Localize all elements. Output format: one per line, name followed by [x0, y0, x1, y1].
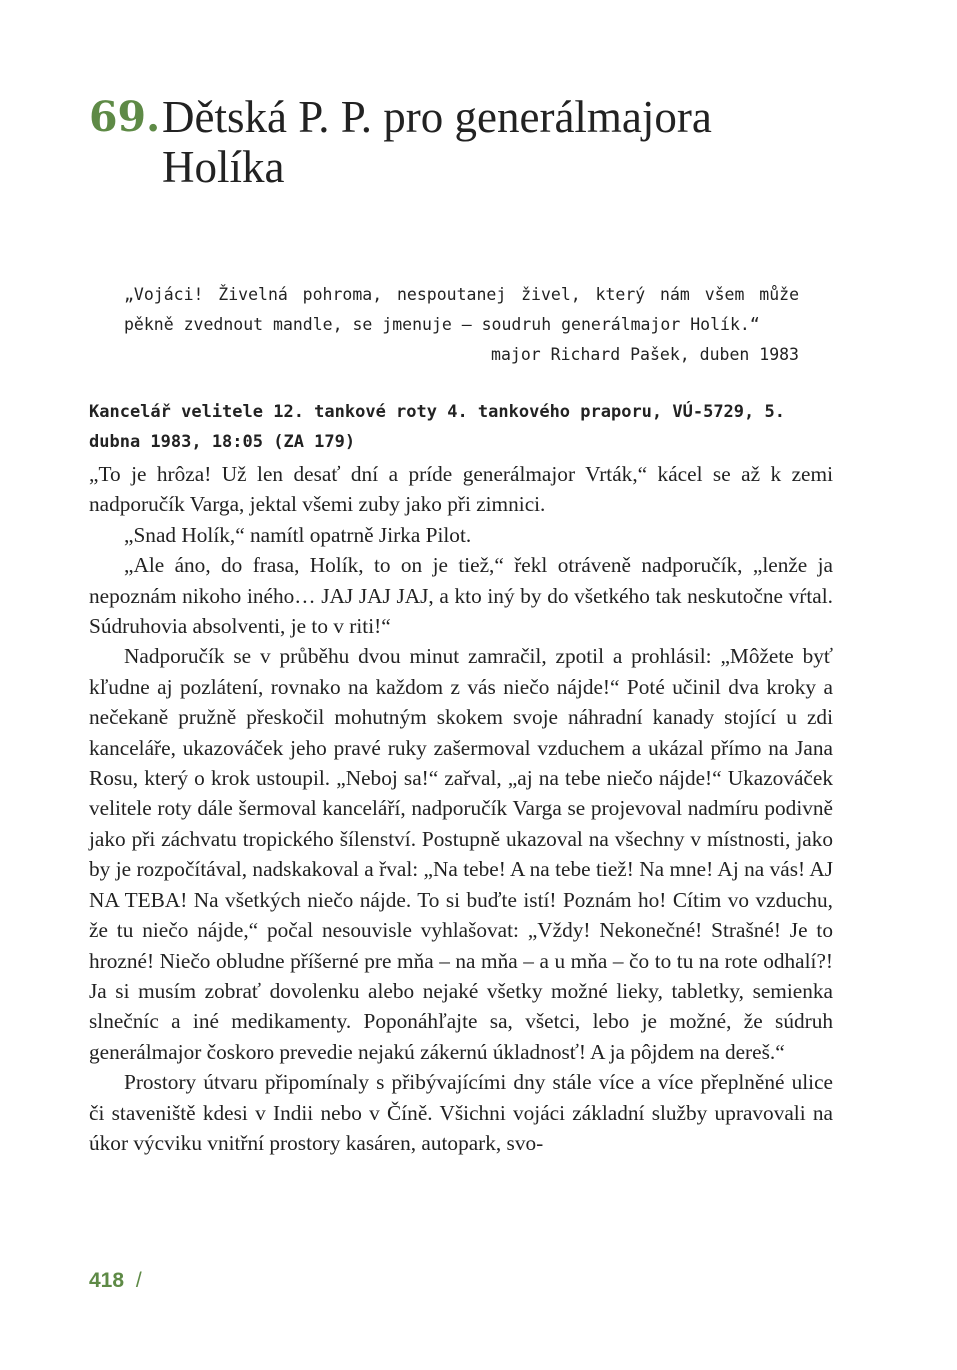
page-number: 418	[89, 1269, 125, 1292]
chapter-number: 69.	[89, 93, 161, 141]
paragraph: Nadporučík se v průběhu dvou minut zamračil, zpotil a prohlásil: „Môžete byť kľudne aj pozlátení, rovnako na každom z vás niečo nájde!“ Poté učinil dva kroky a nečekaně pružně přeskočil mohutným skokem svoje náhradní kanady stojící u zdi kanceláře, ukazováček jeho pravé ruky zašermoval vzduchem a ukázal přímo na Jana Rosu, který o krok ustoupil. „Neboj sa!“ zařval, „aj na tebe niečo nájde!“ Ukazováček velitele roty dále šermoval kanceláří, nadporučík Varga se projevoval nadmíru podivně jako při záchvatu tropického šílenství. Postupně ukazoval na všechny v místnosti, jako by je rozpočítával, nadskakoval a řval: „Na tebe! A na tebe tiež! Na mne! Aj na vás! AJ NA TEBA! Na všetkých niečo nájde. To si buďte istí! Poznám ho! Cítim vo vzduchu, že tu niečo nájde,“ počal nesouvisle vyhlašovat: „Vždy! Nekonečné! Strašné! Je to hrozné! Niečo obludne příšerné pre mňa – na mňa – a u mňa – čo to tu na rote odhalí?! Ja si musím zobrať dovolenku alebo nejaké všetky možné lieky, tabletky, semienka slnečníc a iné medikamenty. Poponáhľajte sa, všetci, lebo je možné, že súdruh generálmajor čoskoro prevedie nejakú zákernú úkladnosť! A ja pôjdem na dereš.“	[89, 644, 833, 1064]
epigraph-attribution: major Richard Pašek, duben 1983	[491, 345, 799, 364]
epigraph-quote: „Vojáci! Živelná pohroma, nespoutanej živel, který nám všem může pěkně zvednout mandle, se jmenuje – soudruh generálmajor Holík.“	[124, 285, 799, 334]
section-heading: Kancelář velitele 12. tankové roty 4. tankového praporu, VÚ-5729, 5. dubna 1983, 18:05 (ZA 179)	[89, 402, 785, 452]
paragraph: „Snad Holík,“ namítl opatrně Jirka Pilot.	[124, 522, 472, 547]
body-text	[89, 459, 833, 1158]
page-footer	[89, 1266, 142, 1296]
paragraph: „To je hrôza! Už len desať dní a príde generálmajor Vrták,“ kácel se až k zemi nadporučík Varga, jektal všemi zuby jako při zimnici.	[89, 462, 833, 517]
paragraph: „Ale áno, do frasa, Holík, to on je tiež,“ řekl otráveně nadporučík, „lenže ja nepoznám nikoho iného… JAJ JAJ JAJ, a kto iný by do všetkého tak neskutočne vŕtal. Súdruhovia absolventi, je to v riti!“	[89, 553, 833, 639]
chapter-title: Dětská P. P. pro generálmajora Holíka	[162, 92, 712, 192]
paragraph: Prostory útvaru připomínaly s přibývajícími dny stále více a více přeplněné ulice či staveniště kdesi v Indii nebo v Číně. Všichni vojáci základní služby upravovali na úkor výcviku vnitřní prostory kasáren, autopark, svo-	[89, 1070, 833, 1155]
page-separator: /	[135, 1269, 142, 1292]
